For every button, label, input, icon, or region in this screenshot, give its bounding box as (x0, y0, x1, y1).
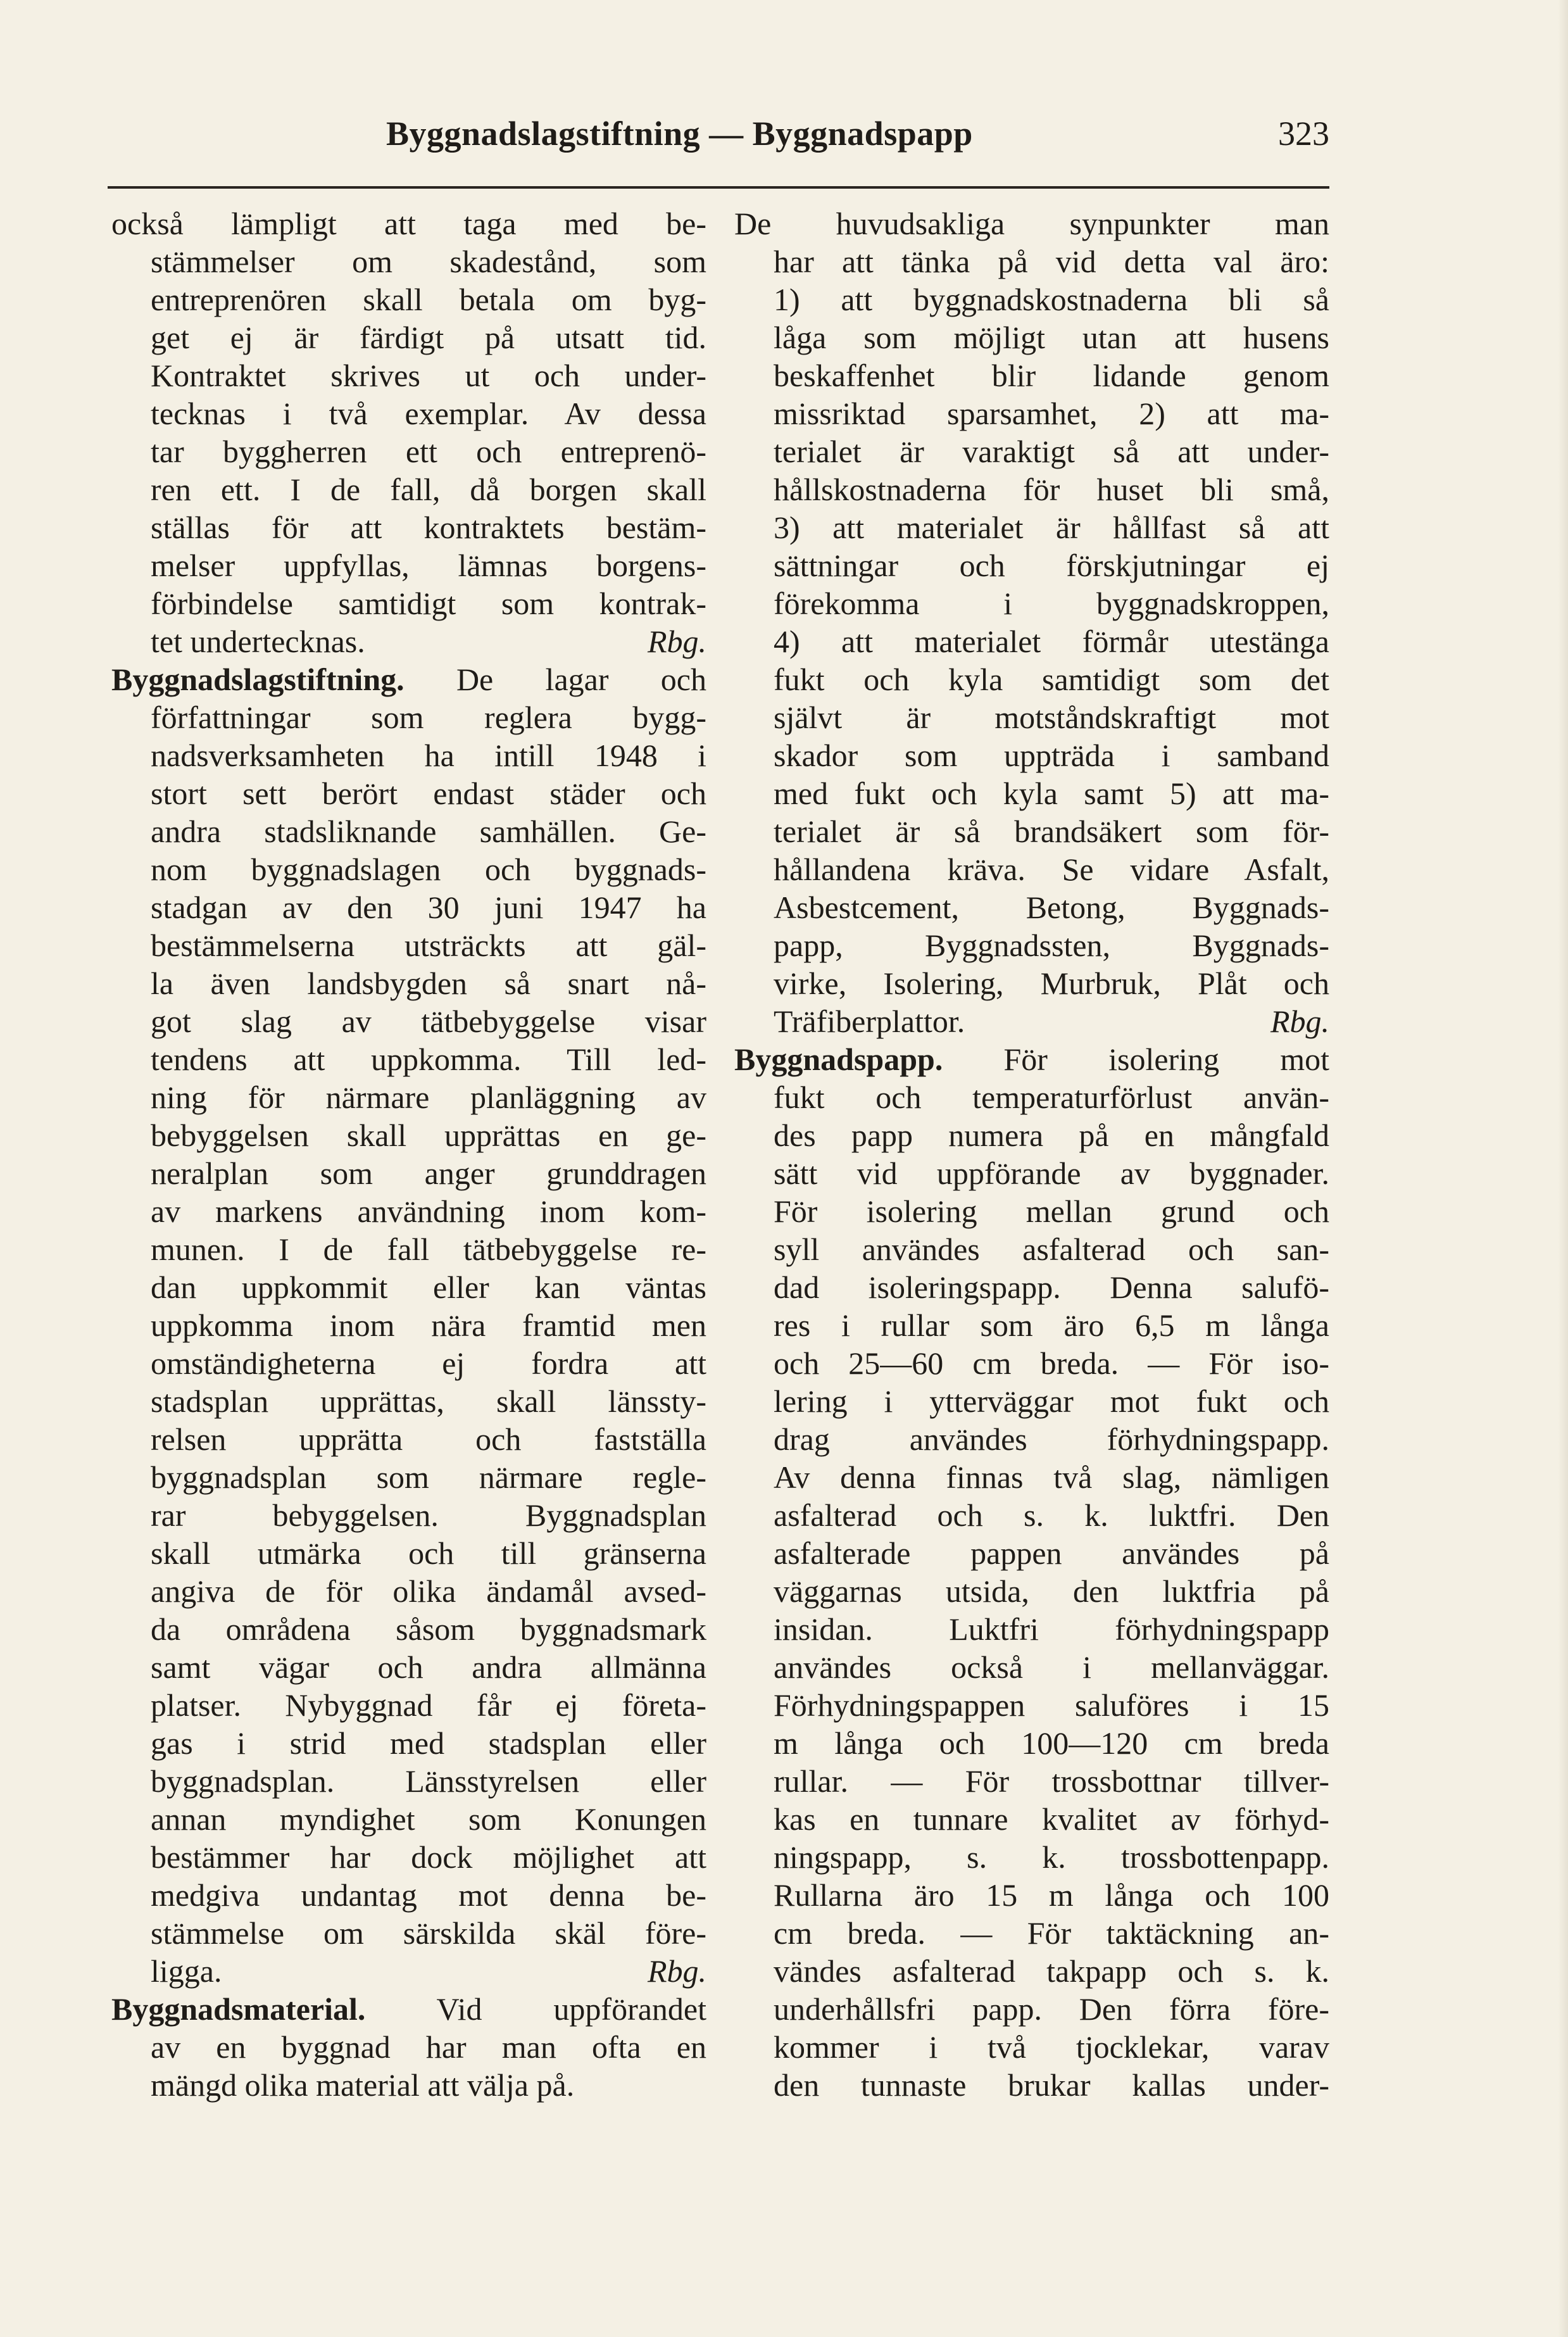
text-line (734, 850, 1329, 888)
line-text: Kontraktet skrives ut och under- (151, 358, 706, 393)
text-line (734, 1002, 1329, 1040)
line-text: ningspapp, s. k. trossbottenpapp. (774, 1839, 1329, 1875)
left-column (111, 205, 706, 2104)
line-text: missriktad sparsamhet, 2) att ma- (774, 396, 1329, 431)
text-line (734, 1838, 1329, 1876)
line-text: omständigheterna ej fordra att (151, 1345, 706, 1381)
line-text: nom byggnadslagen och byggnads- (151, 852, 706, 887)
text-line (111, 850, 706, 888)
text-line (734, 1344, 1329, 1382)
text-line (734, 1496, 1329, 1534)
line-text: medgiva undantag mot denna be- (151, 1877, 706, 1913)
line-text: bebyggelsen skall upprättas en ge- (151, 1118, 706, 1153)
line-text: tet undertecknas. (151, 624, 365, 659)
line-text: skador som uppträda i samband (774, 738, 1329, 773)
text-line (111, 356, 706, 394)
line-text: drag användes förhydningspapp. (774, 1421, 1329, 1457)
text-line (111, 546, 706, 584)
text-line (734, 964, 1329, 1002)
line-text: dan uppkommit eller kan väntas (151, 1269, 706, 1305)
line-text: 4) att materialet förmår utestänga (774, 624, 1329, 659)
line-text: la även landsbygden så snart nå- (151, 966, 706, 1001)
text-line (734, 432, 1329, 470)
text-line (734, 1610, 1329, 1648)
line-text: Vid uppförandet (365, 1991, 706, 2027)
text-line (111, 205, 706, 243)
line-text: dad isoleringspapp. Denna salufö- (774, 1269, 1329, 1305)
text-line (734, 1952, 1329, 1990)
line-text: virke, Isolering, Murbruk, Plåt och (774, 966, 1329, 1001)
text-line (111, 1268, 706, 1306)
text-line (734, 622, 1329, 660)
line-text: förekomma i byggnadskroppen, (774, 586, 1329, 621)
line-text: tecknas i två exemplar. Av dessa (151, 396, 706, 431)
page-number: 323 (1278, 115, 1329, 153)
running-header (108, 108, 1329, 171)
text-line (111, 1724, 706, 1762)
line-text: terialet är varaktigt så att under- (774, 434, 1329, 469)
text-line (111, 964, 706, 1002)
line-text: annan myndighet som Konungen (151, 1801, 706, 1837)
line-text: cm breda. — För taktäckning an- (774, 1915, 1329, 1951)
text-line (734, 2066, 1329, 2104)
line-text: kas en tunnare kvalitet av förhyd- (774, 1801, 1329, 1837)
line-text: res i rullar som äro 6,5 m långa (774, 1307, 1329, 1343)
line-text: da områdena såsom byggnadsmark (151, 1611, 706, 1647)
line-text: låga som möjligt utan att husens (774, 320, 1329, 355)
text-line (734, 1192, 1329, 1230)
line-text: användes också i mellanväggar. (774, 1649, 1329, 1685)
text-line (734, 774, 1329, 812)
text-line (111, 318, 706, 356)
text-line (111, 1306, 706, 1344)
text-line (111, 1952, 706, 1990)
text-line (111, 1914, 706, 1952)
text-line (734, 243, 1329, 280)
line-text: relsen upprätta och fastställa (151, 1421, 706, 1457)
text-line (111, 470, 706, 508)
line-text: des papp numera på en mångfald (774, 1118, 1329, 1153)
text-line (734, 584, 1329, 622)
line-text: bestämmer har dock möjlighet att (151, 1839, 706, 1875)
line-text: och 25—60 cm breda. — För iso- (774, 1345, 1329, 1381)
line-text: melser uppfyllas, lämnas borgens- (151, 548, 706, 583)
line-text: 1) att byggnadskostnaderna bli så (774, 282, 1329, 317)
text-line (111, 1496, 706, 1534)
text-line (734, 1382, 1329, 1420)
line-text: författningar som reglera bygg- (151, 700, 706, 735)
line-text: vändes asfalterad takpapp och s. k. (774, 1953, 1329, 1989)
line-text: angiva de för olika ändamål avsed- (151, 1573, 706, 1609)
line-text: fukt och temperaturförlust använ- (774, 1080, 1329, 1115)
line-text: stadsplan upprättas, skall länssty- (151, 1383, 706, 1419)
text-line (734, 508, 1329, 546)
text-line (734, 1078, 1329, 1116)
text-line (111, 243, 706, 280)
text-line (111, 1686, 706, 1724)
line-text: För isolering mot (943, 1042, 1329, 1077)
text-line (734, 356, 1329, 394)
text-line (734, 1154, 1329, 1192)
text-line (734, 1040, 1329, 1078)
text-line (734, 318, 1329, 356)
line-text: ren ett. I de fall, då borgen skall (151, 472, 706, 507)
text-line (734, 280, 1329, 318)
text-line (734, 1268, 1329, 1306)
line-text: hållandena kräva. Se vidare Asfalt, (774, 852, 1329, 887)
text-line (734, 812, 1329, 850)
text-line (111, 1572, 706, 1610)
line-text: stort sett berört endast städer och (151, 776, 706, 811)
text-line (734, 470, 1329, 508)
text-line (734, 2028, 1329, 2066)
line-text: insidan. Luktfri förhydningspapp (774, 1611, 1329, 1647)
text-line (111, 1040, 706, 1078)
line-text: platser. Nybyggnad får ej företa- (151, 1687, 706, 1723)
line-text: ställas för att kontraktets bestäm- (151, 510, 706, 545)
line-text: munen. I de fall tätbebyggelse re- (151, 1231, 706, 1267)
line-text: De lagar och (404, 662, 706, 697)
line-text: självt är motståndskraftigt mot (774, 700, 1329, 735)
text-line (734, 1116, 1329, 1154)
text-line (734, 1724, 1329, 1762)
entry-headword: Byggnadslagstiftning. (111, 662, 405, 697)
text-line (111, 888, 706, 926)
line-text: stämmelser om skadestånd, som (151, 244, 706, 279)
text-line (111, 1002, 706, 1040)
line-text: stadgan av den 30 juni 1947 ha (151, 890, 706, 925)
text-line (111, 1230, 706, 1268)
line-text: också lämpligt att taga med be- (111, 206, 706, 241)
text-line (734, 660, 1329, 698)
text-line (734, 1990, 1329, 2028)
line-text: m långa och 100—120 cm breda (774, 1725, 1329, 1761)
line-text: got slag av tätbebyggelse visar (151, 1004, 706, 1039)
text-line (111, 432, 706, 470)
line-text: syll användes asfalterad och san- (774, 1231, 1329, 1267)
author-signature: Rbg. (1270, 1004, 1329, 1039)
text-line (111, 1458, 706, 1496)
text-line (734, 546, 1329, 584)
text-line (111, 1762, 706, 1800)
text-line (734, 888, 1329, 926)
text-line (734, 1458, 1329, 1496)
text-line (734, 1648, 1329, 1686)
text-line (111, 1610, 706, 1648)
line-text: andra stadsliknande samhällen. Ge- (151, 814, 706, 849)
line-text: Av denna finnas två slag, nämligen (774, 1459, 1329, 1495)
text-line (734, 1686, 1329, 1724)
line-text: väggarnas utsida, den luktfria på (774, 1573, 1329, 1609)
text-line (734, 1230, 1329, 1268)
text-line (111, 394, 706, 432)
text-line (111, 736, 706, 774)
line-text: har att tänka på vid detta val äro: (774, 244, 1329, 279)
line-text: Förhydningspappen saluföres i 15 (774, 1687, 1329, 1723)
text-line (111, 1382, 706, 1420)
line-text: uppkomma inom nära framtid men (151, 1307, 706, 1343)
text-line (111, 1344, 706, 1382)
text-line (111, 1876, 706, 1914)
line-text: sättningar och förskjutningar ej (774, 548, 1329, 583)
text-line (111, 1420, 706, 1458)
scan-edge-shadow (1558, 0, 1568, 2337)
text-line (734, 1306, 1329, 1344)
line-text: stämmelse om särskilda skäl före- (151, 1915, 706, 1951)
text-line (111, 926, 706, 964)
line-text: nadsverksamheten ha intill 1948 i (151, 738, 706, 773)
text-line (111, 2028, 706, 2066)
line-text: De huvudsakliga synpunkter man (734, 206, 1329, 241)
line-text: asfalterad och s. k. luktfri. Den (774, 1497, 1329, 1533)
line-text: Asbestcement, Betong, Byggnads- (774, 890, 1329, 925)
line-text: rar bebyggelsen. Byggnadsplan (151, 1497, 706, 1533)
text-line (111, 2066, 706, 2104)
header-rule (108, 186, 1329, 189)
entry-headword: Byggnadsmaterial. (111, 1991, 366, 2027)
line-text: 3) att materialet är hållfast så att (774, 510, 1329, 545)
text-line (111, 1078, 706, 1116)
line-text: terialet är så brandsäkert som för- (774, 814, 1329, 849)
text-line (734, 1572, 1329, 1610)
text-line (111, 774, 706, 812)
line-text: get ej är färdigt på utsatt tid. (151, 320, 706, 355)
line-text: Träfiberplattor. (774, 1004, 965, 1039)
text-line (111, 1534, 706, 1572)
text-line (734, 926, 1329, 964)
author-signature: Rbg. (647, 1953, 706, 1989)
text-line (734, 1914, 1329, 1952)
line-text: av en byggnad har man ofta en (151, 2029, 706, 2065)
text-line (111, 1648, 706, 1686)
text-line (111, 1192, 706, 1230)
line-text: kommer i två tjocklekar, varav (774, 2029, 1329, 2065)
line-text: underhållsfri papp. Den förra före- (774, 1991, 1329, 2027)
line-text: hållskostnaderna för huset bli små, (774, 472, 1329, 507)
line-text: asfalterade pappen användes på (774, 1535, 1329, 1571)
text-line (734, 1876, 1329, 1914)
line-text: byggnadsplan. Länsstyrelsen eller (151, 1763, 706, 1799)
text-line (734, 736, 1329, 774)
text-line (734, 698, 1329, 736)
text-line (734, 1420, 1329, 1458)
text-line (111, 584, 706, 622)
text-line (734, 1762, 1329, 1800)
line-text: samt vägar och andra allmänna (151, 1649, 706, 1685)
line-text: papp, Byggnadssten, Byggnads- (774, 928, 1329, 963)
line-text: tar byggherren ett och entreprenö- (151, 434, 706, 469)
line-text: entreprenören skall betala om byg- (151, 282, 706, 317)
line-text: förbindelse samtidigt som kontrak- (151, 586, 706, 621)
running-title: Byggnadslagstiftning — Byggnadspapp (386, 115, 973, 153)
line-text: av markens användning inom kom- (151, 1194, 706, 1229)
line-text: skall utmärka och till gränserna (151, 1535, 706, 1571)
line-text: ning för närmare planläggning av (151, 1080, 706, 1115)
text-line (111, 812, 706, 850)
text-line (111, 622, 706, 660)
text-line (111, 1154, 706, 1192)
line-text: tendens att uppkomma. Till led- (151, 1042, 706, 1077)
entry-headword: Byggnadspapp. (734, 1042, 943, 1077)
line-text: med fukt och kyla samt 5) att ma- (774, 776, 1329, 811)
text-line (111, 660, 706, 698)
line-text: sätt vid uppförande av byggnader. (774, 1156, 1329, 1191)
text-line (111, 698, 706, 736)
line-text: den tunnaste brukar kallas under- (774, 2067, 1329, 2103)
line-text: mängd olika material att välja på. (151, 2067, 575, 2103)
line-text: bestämmelserna utsträckts att gäl- (151, 928, 706, 963)
text-line (734, 394, 1329, 432)
line-text: byggnadsplan som närmare regle- (151, 1459, 706, 1495)
text-line (111, 508, 706, 546)
line-text: beskaffenhet blir lidande genom (774, 358, 1329, 393)
text-line (111, 1116, 706, 1154)
line-text: neralplan som anger grunddragen (151, 1156, 706, 1191)
author-signature: Rbg. (647, 624, 706, 659)
line-text: För isolering mellan grund och (774, 1194, 1329, 1229)
line-text: gas i strid med stadsplan eller (151, 1725, 706, 1761)
line-text: rullar. — För trossbottnar tillver- (774, 1763, 1329, 1799)
line-text: Rullarna äro 15 m långa och 100 (774, 1877, 1329, 1913)
text-line (111, 280, 706, 318)
text-line (111, 1838, 706, 1876)
right-column (734, 205, 1329, 2104)
text-line (111, 1800, 706, 1838)
text-line (111, 1990, 706, 2028)
line-text: fukt och kyla samtidigt som det (774, 662, 1329, 697)
line-text: ligga. (151, 1953, 222, 1989)
text-line (734, 1800, 1329, 1838)
text-line (734, 205, 1329, 243)
line-text: lering i ytterväggar mot fukt och (774, 1383, 1329, 1419)
text-line (734, 1534, 1329, 1572)
